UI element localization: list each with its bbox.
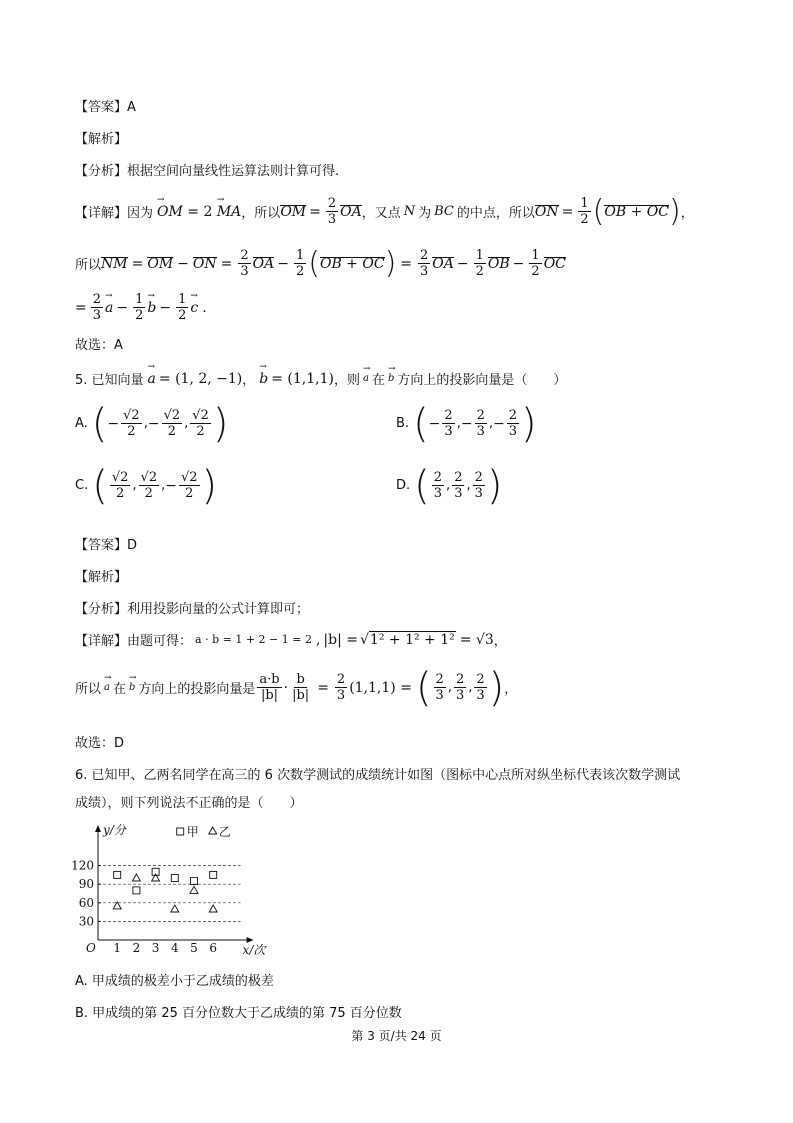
sign: −	[428, 415, 441, 432]
answer-label: 【答案】	[75, 100, 128, 115]
vector-oc: OC	[543, 255, 566, 272]
text-because: 因为	[127, 206, 154, 221]
vector-ob-plus-oc: OB + OC	[319, 255, 385, 272]
frac-den: |b|	[260, 688, 279, 703]
paren-close: )	[212, 400, 229, 447]
frac-num: b	[296, 672, 305, 687]
frac-den: 2	[144, 486, 153, 501]
eq-sign: =	[317, 679, 329, 696]
point-yi-4	[171, 905, 179, 912]
paren-open: (	[308, 245, 320, 281]
frac-two-thirds	[326, 196, 338, 227]
q6-option-a[interactable]: A. 甲成绩的极差小于乙成绩的极差	[75, 974, 274, 989]
page-footer	[0, 1027, 793, 1044]
text-projection: 方向上的投影向量是	[138, 682, 256, 697]
vector-om: OM →	[157, 204, 183, 220]
frac-den: 3	[508, 424, 517, 439]
fenxi-text: 根据空间向量线性运算法则计算可得.	[127, 164, 340, 179]
q4-fenxi	[75, 160, 339, 179]
eq-sign: =	[309, 203, 321, 220]
paren-close: )	[486, 462, 503, 509]
x-tick-label: 5	[190, 941, 198, 955]
vector-om-eq	[157, 204, 241, 220]
frac-num: 2	[433, 470, 443, 485]
dot-sign: ·	[283, 679, 289, 696]
sign: −	[492, 415, 505, 432]
separator: ，	[242, 373, 256, 388]
frac-half	[578, 196, 590, 227]
frac-den: 2	[531, 264, 540, 279]
frac-num: 2	[474, 470, 483, 485]
frac-den: 2	[295, 264, 305, 279]
paren-open: (	[91, 400, 108, 447]
x-tick-label: 4	[170, 941, 179, 955]
legend-square-icon	[177, 828, 184, 835]
q5-stem	[75, 369, 566, 388]
paren-close: )	[488, 664, 505, 711]
q5-stem-pre: 5. 已知向量	[75, 373, 144, 388]
frac-den: 2	[135, 308, 144, 323]
frac-num: 2	[240, 248, 249, 263]
option-frac	[432, 470, 444, 501]
x-tick-label: 3	[151, 941, 160, 955]
frac-den: 3	[92, 308, 102, 323]
frac-den: 2	[115, 486, 125, 501]
vector-c: c →	[190, 300, 198, 316]
eq-sign: =	[561, 203, 574, 220]
paren-close: )	[521, 400, 537, 447]
minus-sign: −	[277, 255, 289, 272]
frac-den: 3	[476, 688, 485, 703]
point-yi-6	[209, 905, 217, 912]
vector-a: a →	[148, 371, 156, 387]
option-frac	[473, 470, 485, 501]
y-axis-arrow	[95, 825, 101, 832]
frac-num: 2	[454, 470, 463, 485]
frac-num: 2	[476, 672, 485, 687]
point-jia-5	[191, 878, 198, 885]
option-label: C.	[75, 478, 89, 493]
vector-a: a →	[105, 300, 113, 316]
paren-open: (	[92, 462, 108, 509]
xiangjie-label: 【详解】	[75, 206, 128, 221]
frac-num: 2	[476, 408, 485, 423]
vector-ob-plus-oc: OB + OC	[604, 203, 669, 220]
frac-num: 2	[327, 196, 337, 211]
option-frac	[121, 408, 142, 439]
option-a[interactable]: A. ( − $\frac{√2}{2}$ , − $\frac{√2}{2}$ , $\frac{√2}{2}$ )	[75, 400, 229, 447]
paren-close: )	[668, 193, 681, 229]
frac-half	[474, 248, 486, 279]
frac-num: 1	[475, 248, 484, 263]
text-suoyi: 所以	[75, 258, 102, 273]
answer-label: 【答案】	[75, 538, 128, 553]
dot-product: a · b = 1 + 2 − 1 = 2	[195, 633, 312, 646]
vector-om: OM	[147, 255, 174, 272]
sign: −	[147, 415, 160, 432]
q5-guxuan: 故选：D	[75, 736, 125, 751]
frac-two-thirds	[418, 248, 430, 279]
chart-points	[113, 868, 217, 912]
text-so: ，所以	[241, 206, 281, 221]
fenxi-label: 【分析】	[75, 164, 128, 179]
sign: −	[460, 415, 473, 432]
frac-den: 2	[167, 424, 176, 439]
q5-analysis-label: 【解析】	[75, 570, 128, 585]
option-frac	[507, 408, 519, 439]
y-tick-label: 60	[78, 895, 94, 910]
frac-half	[133, 292, 145, 323]
frac-num: 2	[444, 408, 453, 423]
option-label: D.	[396, 478, 411, 493]
vector-on: ON	[192, 255, 217, 272]
frac-coef	[335, 672, 347, 703]
norm-b: |b| =	[323, 631, 358, 648]
q6-stem-line1: 6. 已知甲、乙两名同学在高三的 6 次数学测试的成绩统计如图（图标中心点所对纵坐标代表该次数学测试	[75, 768, 681, 783]
option-frac	[162, 408, 183, 439]
option-c[interactable]: C. ( $\frac{√2}{2}$ , $\frac{√2}{2}$ , − $\frac{√2}{2}$ )	[75, 462, 218, 509]
xiangjie-label: 【详解】	[75, 634, 128, 649]
vector-b-value: = (1,1,1)	[271, 370, 334, 387]
paren-close: )	[201, 462, 218, 509]
minus-sign: −	[456, 255, 469, 272]
legend-triangle-icon	[209, 827, 217, 834]
frac-den: 2	[475, 264, 484, 279]
minus-sign: −	[159, 299, 172, 316]
frac-num: √2	[163, 408, 181, 423]
sqrt-expr: √1² + 1² + 1²	[360, 631, 455, 648]
frac-num: 1	[178, 292, 187, 307]
segment-bc: BC	[434, 204, 454, 219]
vector-nm: NM	[101, 255, 128, 272]
origin-label: O	[86, 941, 96, 955]
answer-value: D	[127, 538, 138, 553]
x-tick-label: 1	[113, 941, 122, 955]
frac-num: 2	[435, 672, 444, 687]
paren-open: (	[413, 400, 429, 447]
x-tick-label: 2	[132, 941, 141, 955]
frac-num: √2	[192, 408, 209, 423]
frac-two-thirds	[238, 248, 250, 279]
frac-res	[474, 672, 486, 703]
q5-xiangjie-line1	[75, 630, 507, 649]
vector-111: (1,1,1) =	[349, 679, 412, 696]
option-label: B.	[396, 416, 410, 431]
text-zai: 在	[371, 373, 385, 388]
frac-den: 2	[185, 486, 194, 501]
minus-sign: −	[177, 255, 189, 272]
frac-den: 2	[196, 424, 205, 439]
frac-num: 2	[455, 672, 465, 687]
chart-labels	[86, 823, 267, 957]
frac-half	[176, 292, 188, 323]
comma: ，	[504, 682, 518, 697]
minus-sign: −	[512, 255, 525, 272]
frac-den: 2	[178, 308, 187, 323]
option-b[interactable]: B. ( − $\frac{2}{3}$ , − $\frac{2}{3}$ , − $\frac{2}{3}$ )	[396, 400, 537, 447]
text-ze: ，则	[333, 373, 360, 388]
option-frac	[475, 408, 487, 439]
frac-num: 1	[295, 248, 305, 263]
frac-res	[434, 672, 446, 703]
vector-a-small: a →	[104, 682, 110, 693]
point-yi-2	[132, 874, 140, 881]
frac-num: 2	[336, 672, 346, 687]
paren-open: (	[592, 193, 605, 229]
paren-open: (	[414, 462, 430, 509]
q5-fenxi	[75, 598, 309, 617]
frac-den: 3	[455, 688, 465, 703]
paren-open: (	[415, 664, 432, 711]
sign: −	[107, 415, 120, 432]
eq-sign: =	[75, 299, 87, 316]
frac-num: 2	[508, 408, 517, 423]
fenxi-text: 利用投影向量的公式计算即可；	[127, 602, 310, 617]
frac-num: 1	[531, 248, 540, 263]
comma-sep: ,	[315, 631, 321, 648]
vector-om-2: OM	[280, 203, 307, 220]
text-youdian: ，又点	[361, 206, 401, 221]
vector-b-small: b →	[129, 682, 135, 693]
frac-num: √2	[111, 470, 129, 485]
q5-stem-tail: 方向上的投影向量是（ ）	[397, 373, 567, 388]
point-jia-2	[133, 887, 140, 894]
frac-num: √2	[140, 470, 158, 485]
frac-den: 3	[433, 486, 443, 501]
vector-a-value: = (1, 2, −1)	[158, 370, 243, 387]
frac-num: 1	[580, 196, 589, 211]
eq-sign: =	[220, 255, 233, 272]
q6-option-b[interactable]: B. 甲成绩的第 25 百分位数大于乙成绩的第 75 百分位数	[75, 1006, 402, 1021]
text-suoyi: 所以	[75, 682, 102, 697]
x-axis-label: x/次	[242, 943, 266, 957]
frac-res	[454, 672, 466, 703]
vector-b: b →	[147, 300, 156, 316]
q4-xiangjie-line1	[75, 193, 694, 229]
frac-unit-b	[290, 672, 311, 703]
option-label: A.	[75, 416, 88, 431]
frac-den: 3	[240, 264, 249, 279]
answer-value: A	[127, 100, 136, 115]
option-d[interactable]: D. ( $\frac{2}{3}$ , $\frac{2}{3}$ , $\frac{2}{3}$ )	[396, 462, 503, 509]
frac-two-thirds	[91, 292, 103, 323]
frac-den: 3	[476, 424, 485, 439]
vector-b: b →	[259, 371, 268, 387]
text-zhongdian: 的中点，所以	[456, 206, 535, 221]
option-frac	[442, 408, 454, 439]
frac-half	[529, 248, 541, 279]
vector-ma: MA →	[217, 204, 241, 220]
point-jia-4	[171, 875, 178, 882]
eq-two: = 2	[187, 203, 213, 220]
sqrt-three: = √3	[459, 631, 494, 648]
q5-xiangjie-line2: 所以 a → 在 b → 方向上的投影向量是 $\frac{a\cdot b}{|b|}$ · $\frac{b}{|b|}$ = $\frac{2}{3}$ (1,1,1) = ( $\frac{2}{3}$ , $\frac{2}{3}$ , $\frac{2}{3}$ ) ，	[75, 672, 517, 703]
period: .	[202, 299, 207, 316]
frac-num: 2	[420, 248, 429, 263]
option-frac	[190, 408, 211, 439]
q4-analysis-label: 【解析】	[75, 132, 128, 147]
sign: −	[165, 477, 177, 494]
chart-grid	[98, 866, 241, 922]
q5-answer	[75, 534, 137, 553]
frac-den: 3	[454, 486, 463, 501]
legend-label: 乙	[218, 825, 231, 839]
q6-stem-line2: 成绩），则下列说法不正确的是（ ）	[75, 796, 303, 811]
y-tick-label: 30	[78, 914, 94, 929]
option-frac	[452, 470, 464, 501]
frac-den: 3	[327, 212, 337, 227]
comma: ，	[680, 206, 694, 221]
point-jia-1	[114, 871, 121, 878]
y-axis-label: y/分	[103, 823, 126, 837]
eq-sign: =	[131, 255, 144, 272]
frac-num: √2	[123, 408, 140, 423]
comma: ，	[493, 634, 507, 649]
point-jia-6	[210, 871, 217, 878]
x-tick-label: 6	[209, 941, 218, 955]
chart-legend	[177, 825, 231, 839]
eq-sign: =	[400, 255, 413, 272]
frac-num: √2	[180, 470, 198, 485]
option-frac	[110, 470, 131, 501]
vector-on: ON	[534, 203, 559, 220]
frac-num: 2	[92, 292, 102, 307]
frac-den: 3	[474, 486, 483, 501]
q4-xiangjie-line2	[75, 245, 566, 281]
text-wei: 为	[418, 206, 432, 221]
vector-oa: OA	[432, 255, 454, 272]
vector-oa: OA	[252, 255, 275, 272]
paren-close: )	[384, 245, 397, 281]
frac-dot-over-norm	[257, 672, 281, 703]
q4-answer	[75, 96, 136, 115]
frac-den: 3	[435, 688, 444, 703]
minus-sign: −	[116, 299, 129, 316]
vector-b-small: b →	[388, 373, 394, 384]
text-youti: 由题可得：	[127, 634, 193, 649]
frac-num: a·b	[259, 672, 280, 687]
frac-half	[294, 248, 306, 279]
option-frac	[179, 470, 200, 501]
frac-den: 2	[580, 212, 589, 227]
vector-oa: OA	[340, 203, 362, 220]
legend-label: 甲	[186, 825, 199, 839]
y-tick-label: 120	[71, 858, 94, 873]
q4-xiangjie-line3	[75, 292, 207, 323]
frac-den: 3	[420, 264, 429, 279]
score-scatter-chart	[70, 822, 266, 957]
option-frac	[139, 470, 160, 501]
frac-den: |b|	[292, 688, 310, 703]
q4-guxuan: 故选：A	[75, 338, 123, 353]
y-tick-label: 90	[78, 877, 94, 892]
point-yi-5	[190, 886, 198, 893]
frac-den: 3	[444, 424, 453, 439]
vector-ob: OB	[487, 255, 510, 272]
frac-num: 1	[135, 292, 144, 307]
page-number: 第 3 页/共 24 页	[351, 1029, 442, 1043]
fenxi-label: 【分析】	[75, 602, 128, 617]
frac-den: 3	[336, 688, 346, 703]
sqrt-content: 1² + 1² + 1²	[369, 631, 455, 648]
text-zai: 在	[112, 682, 126, 697]
vector-a-small: a →	[363, 373, 369, 384]
point-n: N	[403, 204, 416, 219]
frac-den: 2	[127, 424, 136, 439]
